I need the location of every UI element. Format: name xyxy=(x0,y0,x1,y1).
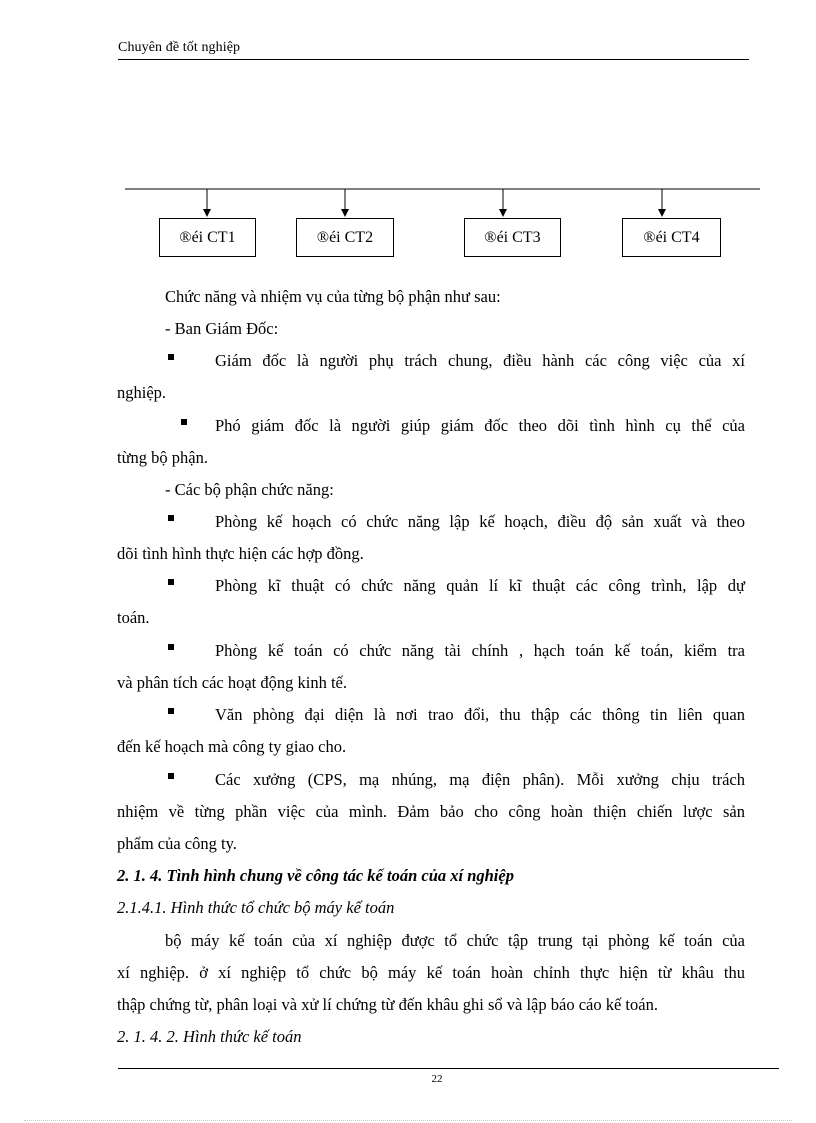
bullet-director-line1: Giám đốc là người phụ trách chung, điều hành các công việc của xí xyxy=(215,351,745,370)
bullet-workshops-line1: Các xưởng (CPS, mạ nhúng, mạ điện phân). Mỗi xưởng chịu trách xyxy=(215,770,745,789)
header-title: Chuyên đề tốt nghiệp xyxy=(118,40,241,55)
subheading-organization: 2.1.4.1. Hình thức tổ chức bộ máy kế toán xyxy=(117,898,395,917)
bullet-deputy-line1: Phó giám đốc là người giúp giám đốc theo dõi tình hình cụ thể của xyxy=(215,416,745,435)
paragraph-line3: thập chứng từ, phân loại và xử lí chứng từ đến khâu ghi sổ và lập báo cáo kế toán. xyxy=(117,995,658,1014)
bullet-icon xyxy=(168,579,174,585)
org-box-ct3: ®éi CT3 xyxy=(464,218,561,257)
bullet-icon xyxy=(168,515,174,521)
subheading-form: 2. 1. 4. 2. Hình thức kế toán xyxy=(117,1027,302,1046)
org-box-ct4: ®éi CT4 xyxy=(622,218,721,257)
bullet-planning-line2: dõi tình hình thực hiện các hợp đồng. xyxy=(117,544,364,563)
footer-rule xyxy=(118,1068,779,1069)
bullet-icon xyxy=(168,644,174,650)
dash-item-board: - Ban Giám Đốc: xyxy=(165,319,279,338)
bullet-accounting-line1: Phòng kế toán có chức năng tài chính , hạch toán kế toán, kiểm tra xyxy=(215,641,745,660)
bullet-workshops-line2: nhiệm về từng phần việc của mình. Đảm bảo cho công hoàn thiện chiến lược sản xyxy=(117,802,745,821)
bullet-accounting-line2: và phân tích các hoạt động kinh tế. xyxy=(117,673,348,692)
bullet-deputy-line2: từng bộ phận. xyxy=(117,448,208,467)
paragraph-line2: xí nghiệp. ở xí nghiệp tổ chức bộ máy kế toán hoàn chỉnh thực hiện từ khâu thu xyxy=(117,963,745,982)
org-box-ct1: ®éi CT1 xyxy=(159,218,256,257)
bullet-planning-line1: Phòng kế hoạch có chức năng lập kế hoạch, điều độ sản xuất và theo xyxy=(215,512,745,531)
bullet-office-line2: đến kế hoạch mà công ty giao cho. xyxy=(117,737,347,756)
org-box-ct2: ®éi CT2 xyxy=(296,218,394,257)
bullet-icon xyxy=(168,354,174,360)
page-bottom-border xyxy=(24,1120,792,1121)
bullet-office-line1: Văn phòng đại diện là nơi trao đổi, thu thập các thông tin liên quan xyxy=(215,705,745,724)
bullet-technical-line2: toán. xyxy=(117,608,150,627)
org-chart xyxy=(0,0,816,280)
bullet-director-line2: nghiệp. xyxy=(117,383,167,402)
dash-item-departments: - Các bộ phận chức năng: xyxy=(165,480,334,499)
bullet-workshops-line3: phẩm của công ty. xyxy=(117,834,237,853)
paragraph-line1: bộ máy kế toán của xí nghiệp được tổ chức tập trung tại phòng kế toán của xyxy=(165,931,745,950)
bullet-icon xyxy=(168,773,174,779)
intro-line: Chức năng và nhiệm vụ của từng bộ phận như sau: xyxy=(165,287,501,306)
bullet-icon xyxy=(181,419,187,425)
bullet-icon xyxy=(168,708,174,714)
bullet-technical-line1: Phòng kĩ thuật có chức năng quản lí kĩ thuật các công trình, lập dự xyxy=(215,576,745,595)
page-number: 22 xyxy=(431,1073,443,1085)
section-heading: 2. 1. 4. Tình hình chung về công tác kế toán của xí nghiệp xyxy=(117,866,514,885)
